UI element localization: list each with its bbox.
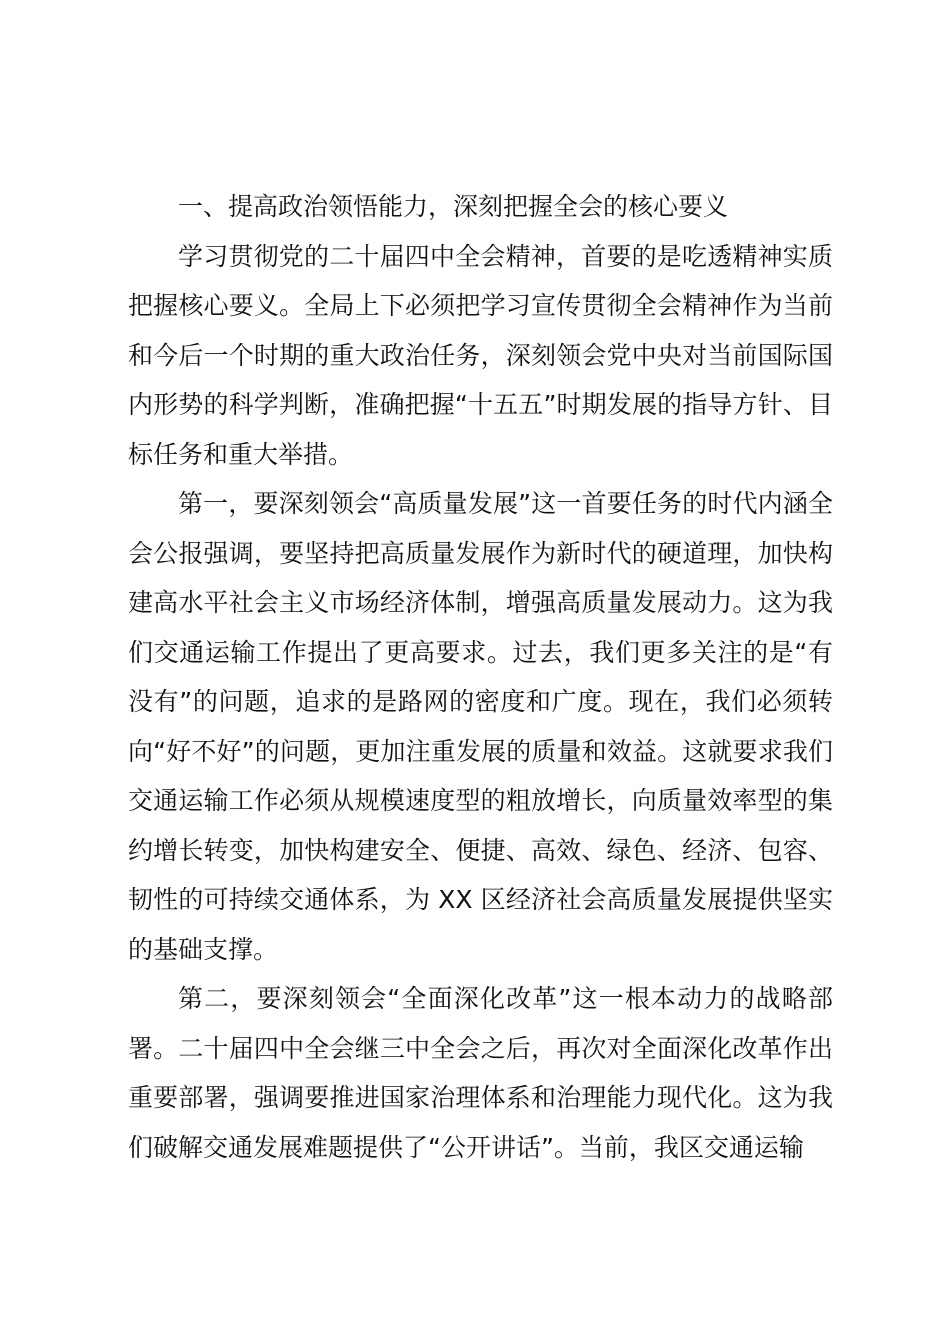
paragraph-second-point: 第二，要深刻领会“全面深化改革”这一根本动力的战略部署。二十届四中全会继三中全会之后，再次对全面深化改革作出重要部署，强调要推进国家治理体系和治理能力现代化。这为我们破解交通发展难题提供了“公开讲话”。当前，我区交通运输	[128, 984, 833, 1162]
section-heading: 一、提高政治领悟能力，深刻把握全会的核心要义	[178, 192, 729, 221]
document-body	[128, 182, 833, 1172]
paragraph-first-point: 第一，要深刻领会“高质量发展”这一首要任务的时代内涵全会公报强调，要坚持把高质量发展作为新时代的硬道理，加快构建高水平社会主义市场经济体制，增强高质量发展动力。这为我们交通运输工作提出了更高要求。过去，我们更多关注的是“有没有”的问题，追求的是路网的密度和广度。现在，我们必须转向“好不好”的问题，更加注重发展的质量和效益。这就要求我们交通运输工作必须从规模速度型的粗放增长，向质量效率型的集约增长转变，加快构建安全、便捷、高效、绿色、经济、包容、韧性的可持续交通体系，为 XX 区经济社会高质量发展提供坚实的基础支撑。	[128, 489, 833, 964]
paragraph-intro: 学习贯彻党的二十届四中全会精神，首要的是吃透精神实质把握核心要义。全局上下必须把学习宣传贯彻全会精神作为当前和今后一个时期的重大政治任务，深刻领会党中央对当前国际国内形势的科学判断，准确把握“十五五”时期发展的指导方针、目标任务和重大举措。	[128, 241, 833, 469]
